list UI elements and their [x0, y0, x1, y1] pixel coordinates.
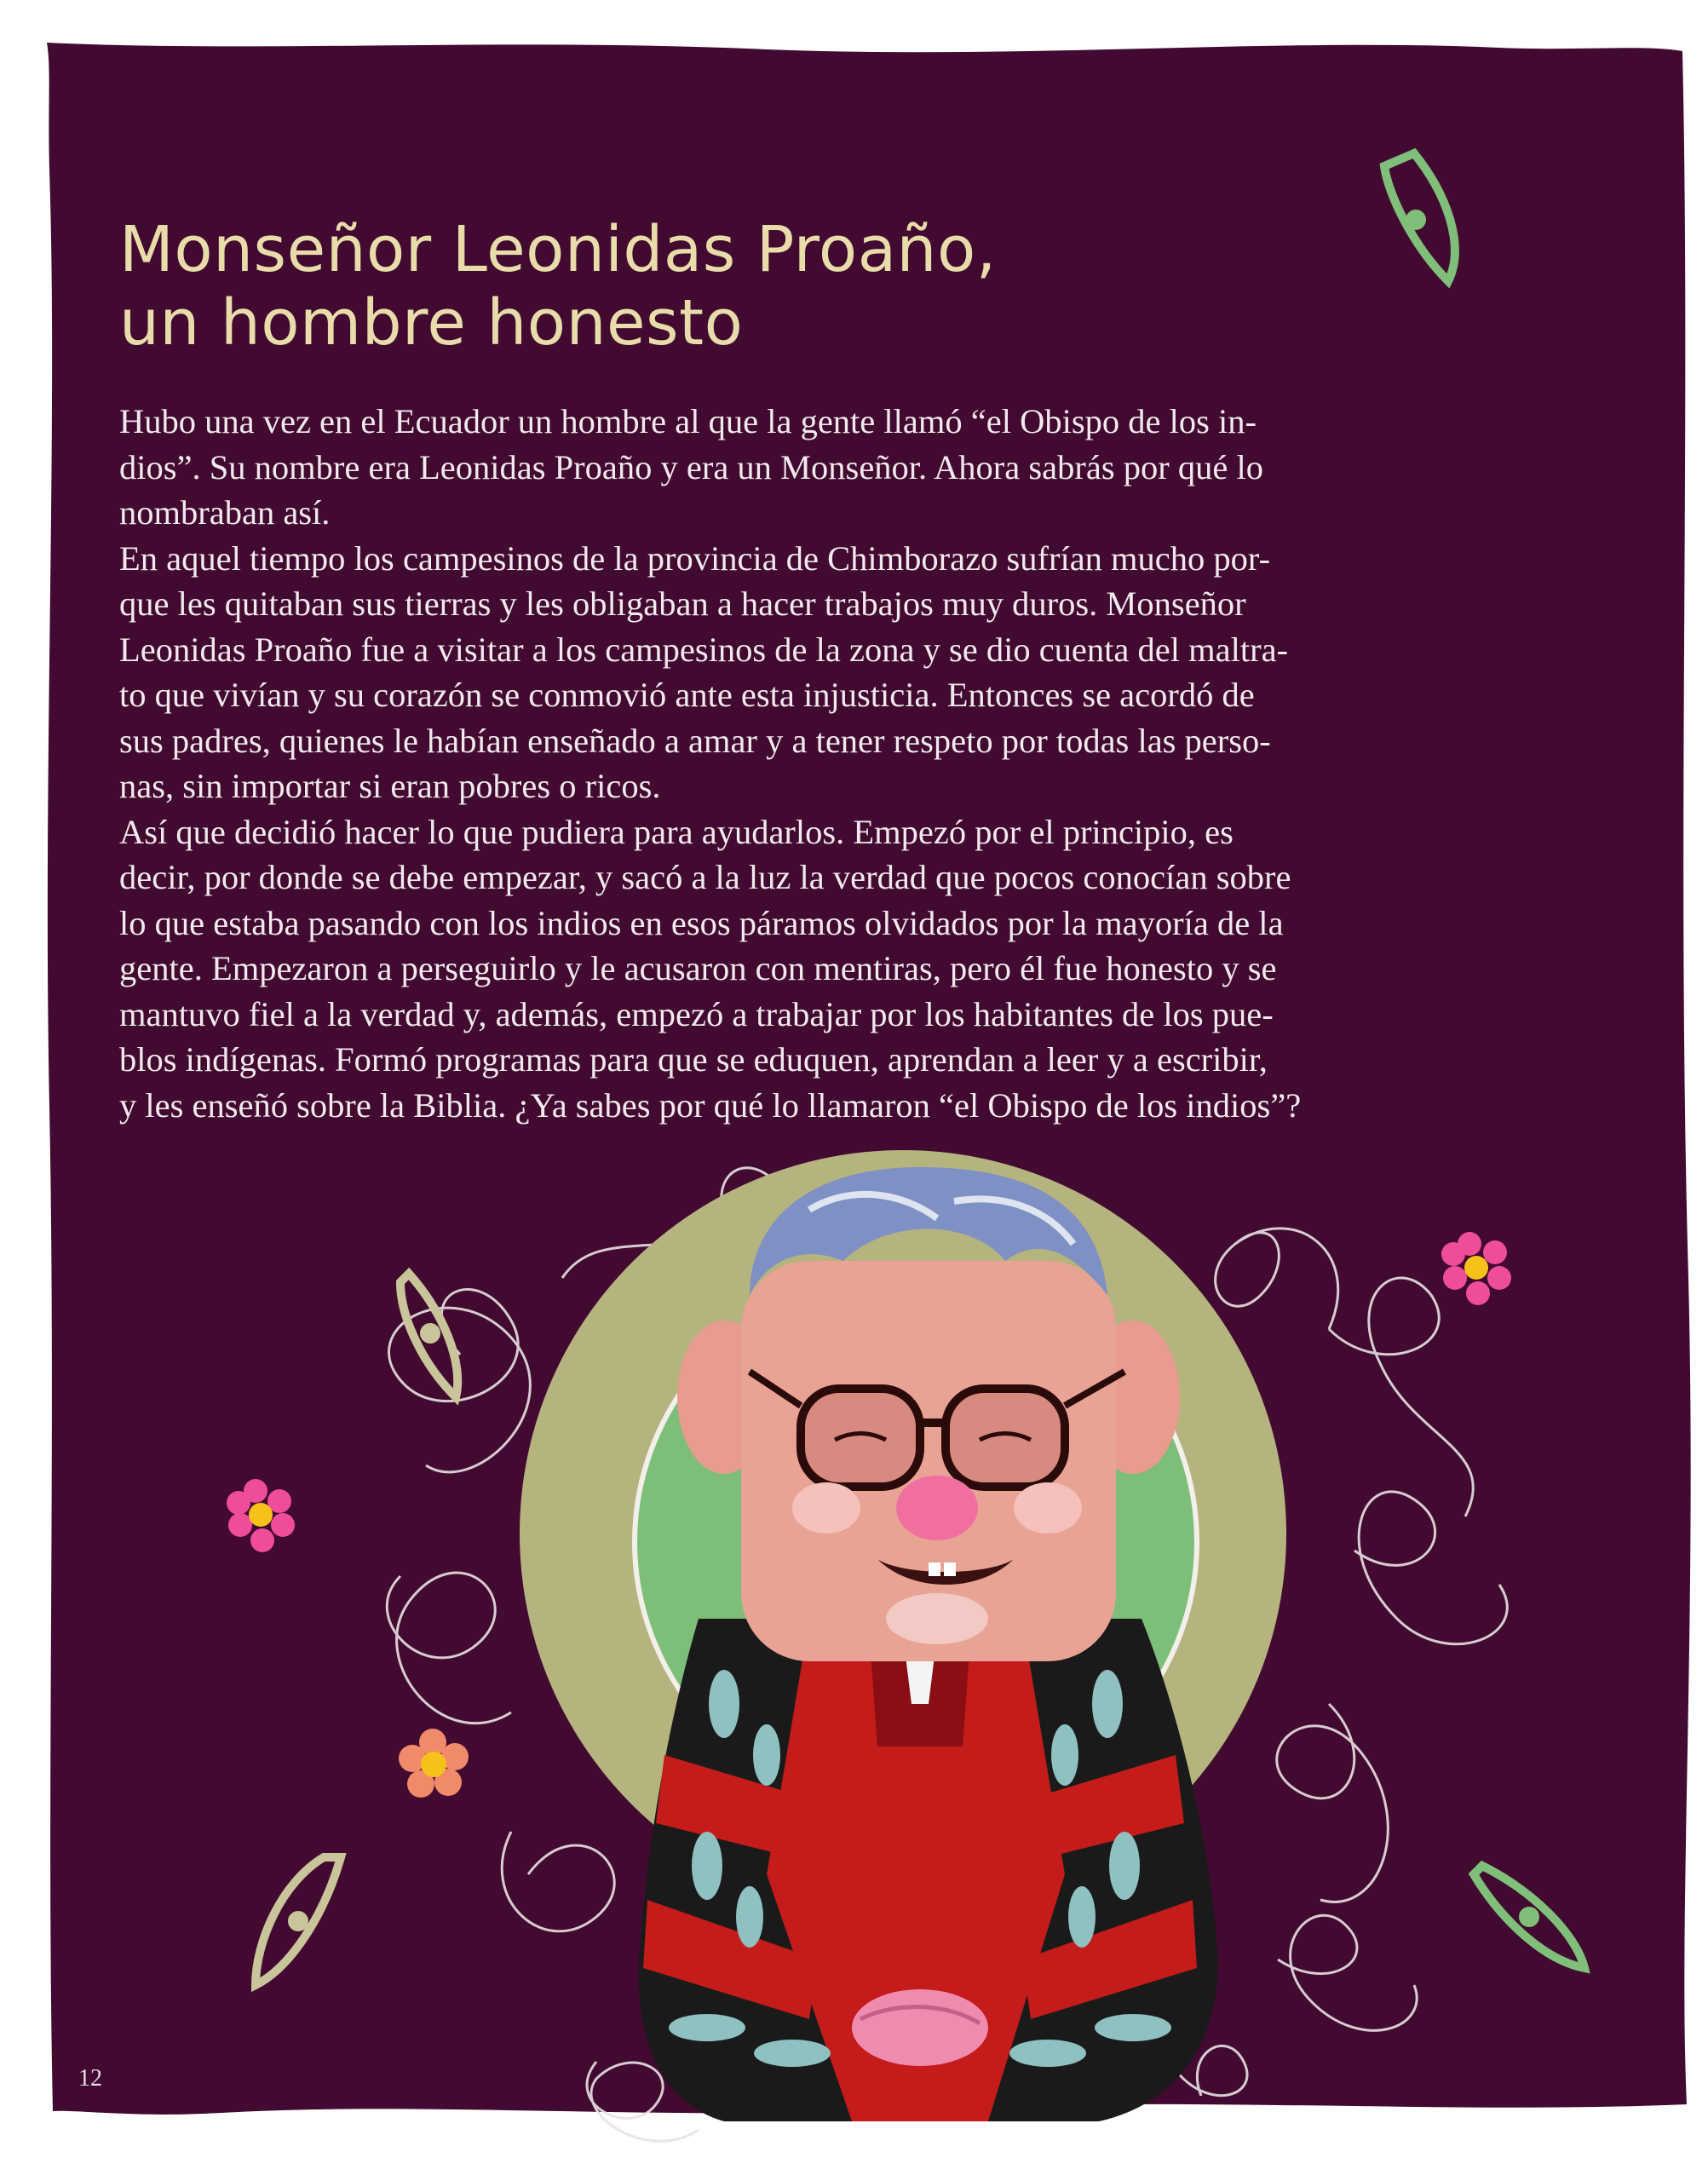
text-line: Leonidas Proaño fue a visitar a los campesinos de la zona y se dio cuenta del maltra-	[119, 630, 1289, 669]
text-line: Así que decidió hacer lo que pudiera para ayudarlos. Empezó por el principio, es	[119, 812, 1234, 851]
text-line: sus padres, quienes le habían enseñado a amar y a tener respeto por todas las perso-	[119, 721, 1271, 760]
text-line: gente. Empezaron a perseguirlo y le acusaron con mentiras, pero él fue honesto y se	[119, 949, 1277, 987]
text-line: Hubo una vez en el Ecuador un hombre al que la gente llamó “el Obispo de los in-	[119, 402, 1257, 440]
title-line-2: un hombre honesto	[119, 286, 744, 360]
text-line: blos indígenas. Formó programas para que se eduquen, aprendan a leer y a escribir,	[119, 1040, 1268, 1079]
title-line-1: Monseñor Leonidas Proaño,	[119, 213, 997, 286]
text-line: mantuvo fiel a la verdad y, además, empezó a trabajar por los habitantes de los pue-	[119, 994, 1274, 1033]
story-text	[119, 399, 1414, 1128]
text-line: nombraban así.	[119, 493, 331, 532]
text-line: dios”. Su nombre era Leonidas Proaño y era un Monseñor. Ahora sabrás por qué lo	[119, 447, 1263, 486]
page-title	[119, 213, 1397, 360]
text-line: En aquel tiempo los campesinos de la provincia de Chimborazo sufrían mucho por-	[119, 538, 1271, 578]
text-line: y les enseñó sobre la Biblia. ¿Ya sabes por qué lo llamaron “el Obispo de los indios”?	[119, 1085, 1302, 1125]
page-number: 12	[78, 2065, 102, 2092]
text-line: decir, por donde se debe empezar, y sacó a la luz la verdad que pocos conocían sobre	[119, 858, 1291, 896]
text-line: to que vivían y su corazón se conmovió ante esta injusticia. Entonces se acordó de	[119, 676, 1255, 714]
text-line: nas, sin importar si eran pobres o ricos.	[119, 767, 661, 805]
text-line: que les quitaban sus tierras y les obligaban a hacer trabajos muy duros. Monseñor	[119, 584, 1246, 623]
text-line: lo que estaba pasando con los indios en esos páramos olvidados por la mayoría de la	[119, 903, 1284, 942]
